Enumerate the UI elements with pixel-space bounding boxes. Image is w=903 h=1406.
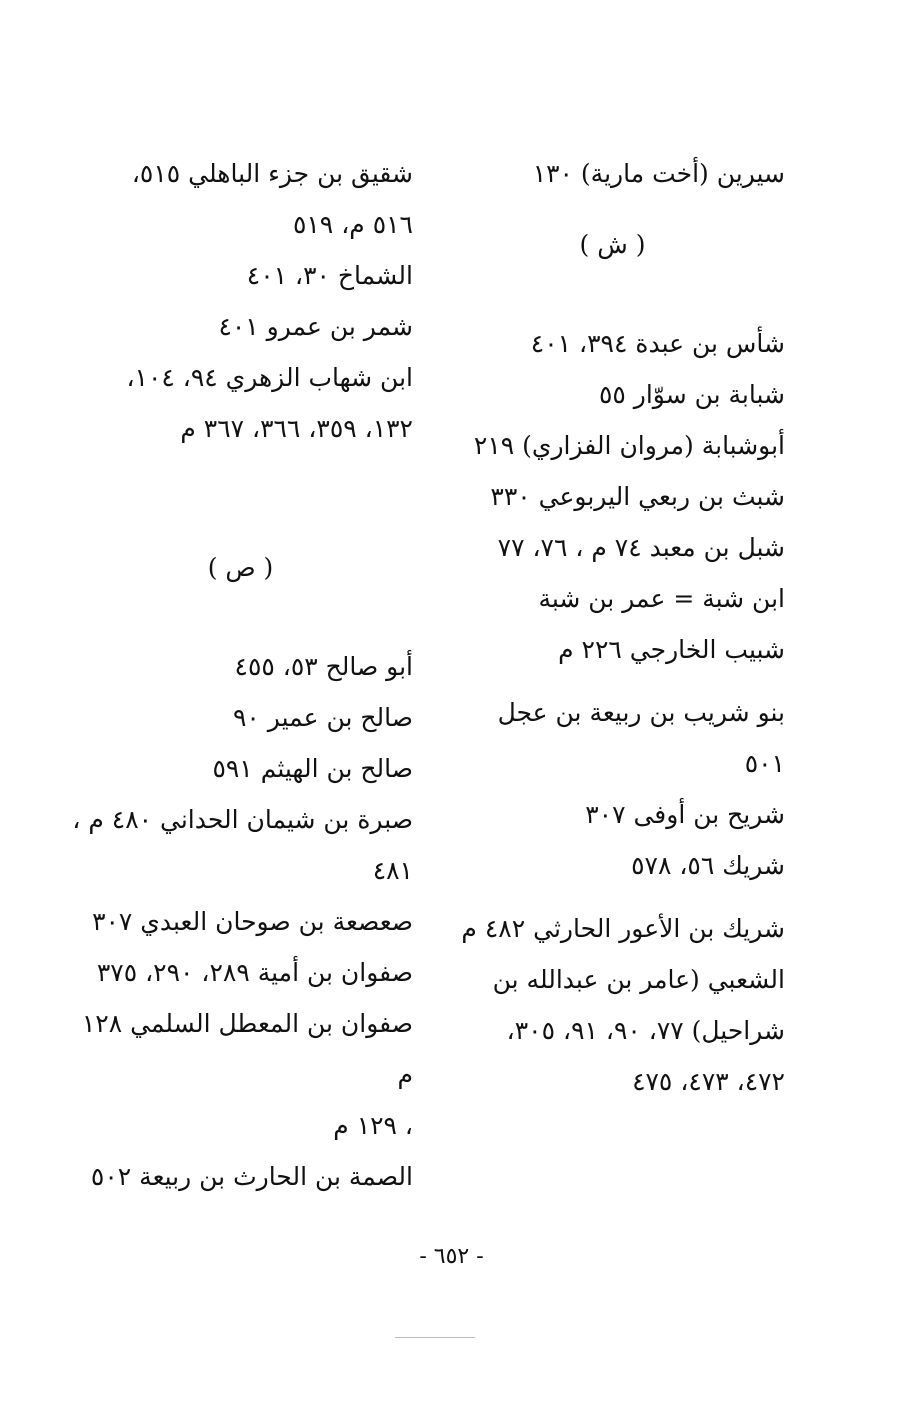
index-entry: صعصعة بن صوحان العبدي ٣٠٧ bbox=[92, 907, 413, 936]
index-entry: شمر بن عمرو ٤٠١ bbox=[218, 312, 413, 341]
bottom-rule bbox=[395, 1337, 475, 1338]
index-entry: الصمة بن الحارث بن ربيعة ٥٠٢ bbox=[90, 1162, 413, 1191]
index-entry-continuation: ١٣٢، ٣٥٩، ٣٦٦، ٣٦٧ م bbox=[180, 414, 413, 443]
index-entry: شقيق بن جزء الباهلي ٥١٥، bbox=[131, 159, 413, 188]
index-entry: صالح بن الهيثم ٥٩١ bbox=[212, 754, 413, 783]
index-entry-continuation: ٤٧٢، ٤٧٣، ٤٧٥ bbox=[632, 1067, 785, 1096]
index-column-right bbox=[440, 148, 785, 1107]
page-number: - ٦٥٢ - bbox=[419, 1244, 484, 1269]
index-entry: أبو صالح ٥٣، ٤٥٥ bbox=[234, 652, 413, 681]
index-entry-continuation: ، ١٢٩ م bbox=[333, 1111, 413, 1140]
index-entry-continuation: ٥١٦ م، ٥١٩ bbox=[292, 210, 413, 239]
index-entry: شريك ٥٦، ٥٧٨ bbox=[631, 851, 785, 880]
index-entry: أبوشبابة (مروان الفزاري) ٢١٩ bbox=[473, 431, 785, 460]
section-header-sad: ( ص ) bbox=[207, 553, 274, 582]
index-entry-continuation: ٥٠١ bbox=[744, 749, 785, 778]
index-entry: الشماخ ٣٠، ٤٠١ bbox=[246, 261, 413, 290]
index-entry: بنو شريب بن ربيعة بن عجل bbox=[497, 698, 785, 727]
index-entry: شبل بن معبد ٧٤ م ، ٧٦، ٧٧ bbox=[497, 533, 785, 562]
index-column-left bbox=[68, 148, 413, 1202]
index-entry: شريح بن أوفى ٣٠٧ bbox=[585, 800, 785, 829]
index-entry: صبرة بن شيمان الحداني ٤٨٠ م ، bbox=[72, 805, 413, 834]
index-entry: شبيب الخارجي ٢٢٦ م bbox=[558, 635, 785, 664]
index-entry: صالح بن عمير ٩٠ bbox=[233, 703, 413, 732]
index-entry: ابن شهاب الزهري ٩٤، ١٠٤، bbox=[126, 363, 413, 392]
section-header-shin: ( ش ) bbox=[579, 230, 646, 259]
index-entry: ابن شبة = عمر بن شبة bbox=[538, 584, 785, 613]
index-entry: صفوان بن المعطل السلمي ١٢٨ م bbox=[81, 1009, 413, 1089]
index-entry: شأس بن عبدة ٣٩٤، ٤٠١ bbox=[530, 329, 785, 358]
index-entry: الشعبي (عامر بن عبدالله بن bbox=[492, 965, 785, 994]
index-entry: شبابة بن سوّار ٥٥ bbox=[598, 380, 785, 409]
index-entry-continuation: شراحيل) ٧٧، ٩٠، ٩١، ٣٠٥، bbox=[506, 1016, 785, 1045]
index-entry: صفوان بن أمية ٢٨٩، ٢٩٠، ٣٧٥ bbox=[96, 958, 413, 987]
index-entry: شبث بن ربعي اليربوعي ٣٣٠ bbox=[490, 482, 785, 511]
index-entry-continuation: ٤٨١ bbox=[372, 856, 413, 885]
index-entry: شريك بن الأعور الحارثي ٤٨٢ م bbox=[461, 914, 785, 943]
index-entry: سيرين (أخت مارية) ١٣٠ bbox=[532, 159, 785, 188]
